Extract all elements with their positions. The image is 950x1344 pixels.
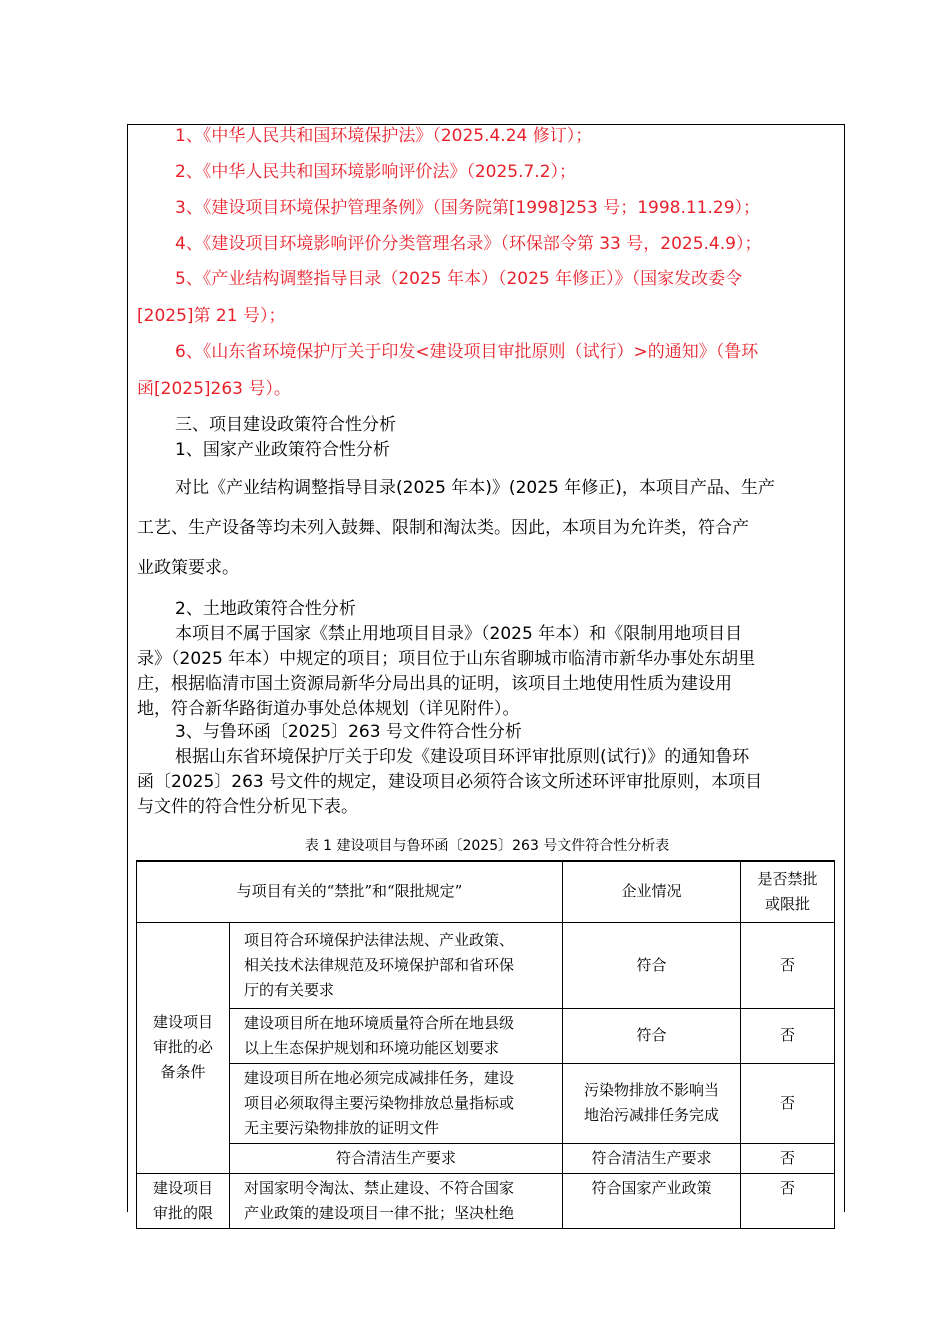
table-row: [137, 1008, 835, 1063]
group-restriction-conditions: 建设项目 审批的限: [137, 1173, 230, 1228]
paragraph-1-line-1: 对比《产业结构调整指导目录(2025 年本)》(2025 年修正)，本项目产品、生产: [175, 478, 775, 498]
paragraph-3-line-1: 根据山东省环境保护厅关于印发《建设项目环评审批原则(试行)》的通知鲁环: [175, 747, 750, 767]
subsection-3-title: 3、与鲁环函〔2025〕263 号文件符合性分析: [175, 722, 522, 742]
rule-cell: 符合清洁生产要求: [230, 1143, 563, 1173]
table-row: [137, 922, 835, 1008]
subsection-1-title: 1、国家产业政策符合性分析: [175, 440, 390, 460]
group-required-conditions: 建设项目 审批的必 备条件: [137, 922, 230, 1173]
rule-cell: 建设项目所在地必须完成减排任务，建设 项目必须取得主要污染物排放总量指标或 无主要污染物排放的证明文件: [230, 1063, 563, 1143]
table-caption: 表 1 建设项目与鲁环函〔2025〕263 号文件符合性分析表: [304, 838, 670, 854]
decision-cell: 否: [741, 1063, 835, 1143]
law-item-3: 3、《建设项目环境保护管理条例》（国务院第[1998]253 号；1998.11.29）；: [175, 198, 761, 218]
subsection-2-title: 2、土地政策符合性分析: [175, 599, 356, 619]
paragraph-1-line-2: 工艺、生产设备等均未列入鼓舞、限制和淘汰类。因此，本项目为允许类，符合产: [137, 518, 749, 538]
compliance-table: [136, 860, 835, 1229]
rule-cell: 对国家明令淘汰、禁止建设、不符合国家 产业政策的建设项目一律不批；坚决杜绝: [230, 1173, 563, 1228]
paragraph-2-line-4: 地，符合新华路街道办事处总体规划（详见附件）。: [137, 699, 520, 719]
status-cell: 符合清洁生产要求: [563, 1143, 741, 1173]
header-rules: 与项目有关的“禁批”和“限批规定”: [137, 861, 563, 922]
law-item-6: 6、《山东省环境保护厅关于印发<建设项目审批原则（试行）>的通知》（鲁环: [175, 342, 759, 362]
status-cell: 符合国家产业政策: [563, 1173, 741, 1228]
paragraph-2-line-3: 庄，根据临清市国土资源局新华分局出具的证明，该项目土地使用性质为建设用: [137, 674, 732, 694]
law-item-2: 2、《中华人民共和国环境影响评价法》（2025.7.2）；: [175, 162, 577, 182]
table-row: [137, 1063, 835, 1143]
paragraph-2-line-2: 录》（2025 年本）中规定的项目；项目位于山东省聊城市临清市新华办事处东胡里: [137, 649, 756, 669]
table-header-row: [137, 861, 835, 922]
table-row: [137, 1143, 835, 1173]
paragraph-2-line-1: 本项目不属于国家《禁止用地项目目录》（2025 年本）和《限制用地项目目: [175, 624, 743, 644]
status-cell: 污染物排放不影响当 地治污减排任务完成: [563, 1063, 741, 1143]
rule-cell: 项目符合环境保护法律法规、产业政策、 相关技术法律规范及环境保护部和省环保 厅的有关要求: [230, 922, 563, 1008]
status-cell: 符合: [563, 1008, 741, 1063]
decision-cell: 否: [741, 1173, 835, 1228]
header-enterprise: 企业情况: [563, 861, 741, 922]
rule-cell: 建设项目所在地环境质量符合所在地县级 以上生态保护规划和环境功能区划要求: [230, 1008, 563, 1063]
decision-cell: 否: [741, 922, 835, 1008]
law-item-4: 4、《建设项目环境影响评价分类管理名录》（环保部令第 33 号，2025.4.9）；: [175, 234, 762, 254]
decision-cell: 否: [741, 1008, 835, 1063]
law-item-5: 5、《产业结构调整指导目录（2025 年本）（2025 年修正）》（国家发改委令: [175, 269, 743, 289]
law-item-1: 1、《中华人民共和国环境保护法》（2025.4.24 修订）；: [175, 126, 593, 146]
section-heading: 三、项目建设政策符合性分析: [175, 415, 396, 435]
paragraph-3-line-2: 函〔2025〕263 号文件的规定，建设项目必须符合该文所述环评审批原则，本项目: [137, 772, 763, 792]
table-row: [137, 1173, 835, 1228]
paragraph-3-line-3: 与文件的符合性分析见下表。: [137, 797, 358, 817]
decision-cell: 否: [741, 1143, 835, 1173]
law-item-6-cont: 函[2025]263 号）。: [137, 379, 291, 399]
header-forbid: 是否禁批 或限批: [741, 861, 835, 922]
status-cell: 符合: [563, 922, 741, 1008]
law-item-5-cont: [2025]第 21 号）；: [137, 306, 286, 326]
paragraph-1-line-3: 业政策要求。: [137, 558, 239, 578]
